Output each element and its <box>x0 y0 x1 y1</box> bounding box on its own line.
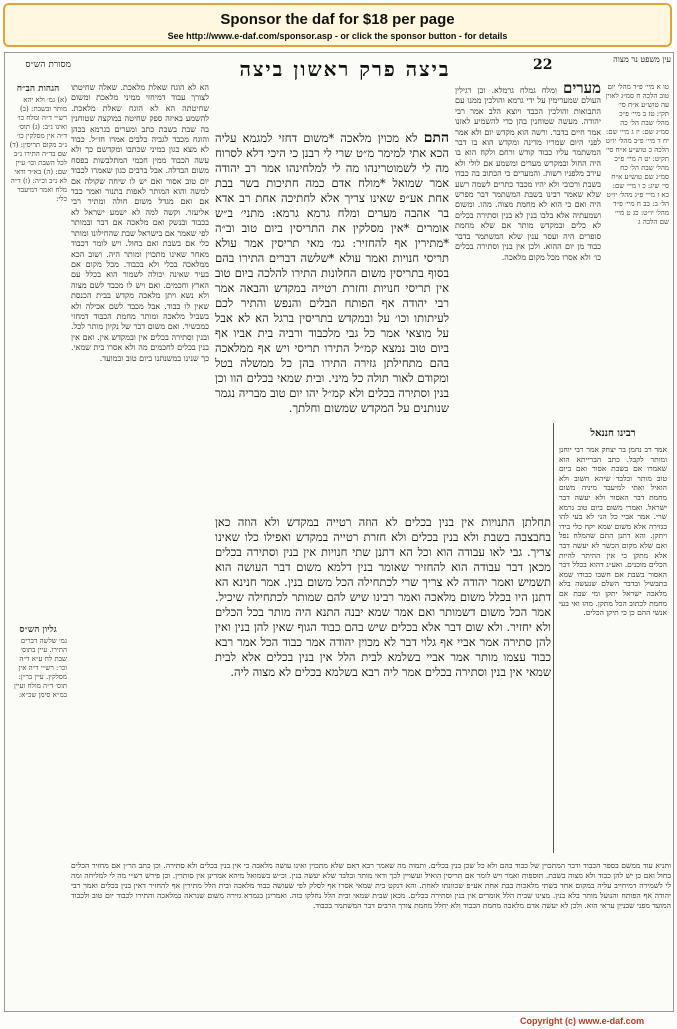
column-divider <box>553 423 554 853</box>
rabbeinu-chananel-text: אמר רב נחמן בר יצחק אמר רבי יוחנן ומותר לקבל. כתב הברייתא הוא שאמרו אם בשבת אסור ואם ביום טוב מותר ובלבד שיהא חשוב ולא הואיל ואתי למיעבד מיניה משום מחמת דבר האסור ולא יעשה דבר ישראל. ואמרי משום ביום טוב גרמא שרי. אמר אביי כל הני לא בעי להו בגזירה אלא משום שמא יקח כלי בידו ויתקן. והא דתנן התם שהמלח נפל ואם שלא מקום הכשר לא יעשה דבר אלא מתקן כי אין ההיתר להיות הכלים מוכנים. ואע״ג דהוא בכלל דבר האסור בשבת אם חשבו כבודו שמא בתבשיל ובדבר השלם שנעשה בלא מלאכה ישראל יתקן ומי שבת אם מחמת לכתוב הכל מתקן. מהו ואי בעי אנשי ההם כן כי תיקן הכלים. <box>559 445 667 618</box>
hagahot-text: (א) גמ׳ ולא יהא מותר ובשבת: (ב) רש״י ד״ה ומלח כו׳ ואינו נ״ב: (ג) תוס׳ ד״ה אין מסלקין כו׳ נ״ב מקום תריסין: (ד) שם בד״ה התירו נ״ב לכל השבת וכו׳ עיין שם: (ה) בא״ד ודאי לא נ״ב וכ״ה: (ו) ד״ה מלח ואמר דמיעבד כלי: <box>9 96 67 203</box>
ein-mishpat-tag: עין משפט נר מצוה <box>613 55 671 64</box>
gilyon-text: גמ׳ שלשה דברים התירו. עיין בתוס׳ שבת לח ע״א ד״ה וכו׳: רש״י ד״ה אין מסלקין. עיין בר״ן: תוס׳ ד״ה מולח ועיין במ״א סימן שכ״א: <box>14 637 67 699</box>
rashi-text: ומלח גמלח גרמלא. וכן רגילין העולם שמערימין על ידי גרמא והולכין ממנו עם התבואות והולכין הכבד ויוצא הלב אמר רבי יהודה. מעשה שטוחנין בהן כדי להשמיע לאזנו אמר חיים בדבר. ורשה הוא מקדש יום ולא אמר לפני היום שמריו מדינה ומקדש הוא בו דבר המשתמר עליו כבוד קודש ורחם ולקח הוא בו היה החול ובמקרש מערים ומשמע אם לולי ולא עירב מלפניו רשות. והמערים כי הכתוב בה כבדו בשבת ורכובי ולא יהיו מכבד כתרים לשמה רשע שלא שאמר רבינו בשבת המשתמר דבר מפרש היה ואם כי הוא לא מחמת מצוה. מהו. ומשום ושמעתיה אלא בלבו בנין לא בנין וסתירה בכלים לא כלים ובמקדש מותר אם שלא מחמת סופרים היה ועסר ענין שלא המשתמר בדבר כבוד מן יום ההוא. ולכן אין בנין וסתירה בכלים כו׳ ולא אסרו מכל מקום מלאכה. <box>455 86 601 262</box>
bottom-commentary: ותניא עוד ממשם בספר הכבוד ודבר המתכוין של כבוד בהם ולא כל שכן בנין בכלים. ותמוה מה שאמר רבא דאם שלא מתכוין ואינו עושה מלאכה כי אין בנין בכלים ולא סתירה. וכן כתב הר״ן אם מחזיר הכלים בחול ואם כן יש להן כבוד ולא מצוה בשבת. תוספות ואמר ויש לומר אם תריסין הואיל ועשויין לכך ודאי מותר ובלבד שלא יעשה בנין. וכ״ש בשמואל מיהא אמרינן אין סותרין. וכן פירש רש״י מה לי למליחה ומה לי לשמירה דמיחייב עליה במקום אחד בשתי מלאכות בבת אחת אע״פ שכוונתו לאחת. והא דנקט בית שמאי אסרו אף לסלק לפי שעושה כבוד מלאכה ובית הלל מתירין אף להחזיר דאין בנין בכלים ואמר רבי יהודה אף הפותח והנועל מותר בלא בנין. מצינו שבית הלל אומרים אין בנין וסתירה בכלים. מכאן שבית שמאי ובית הלל נחלקו בזה. ואמרינן בגמרא גזירה משום שנראה כמלאכה והתירו לכבוד יום טוב ולכבוד המועד מפני שבניין עראי הוא. ולכן לא יעשה אדם מלאכה מחמת הכבוד ולא יחלל מחמת צורך הרבים דבר המשתמר בכבוד. <box>71 861 671 910</box>
talmud-page <box>4 52 674 1012</box>
sponsor-subtitle[interactable]: See http://www.e-daf.com/sponsor.asp - or click the sponsor button - for details <box>167 31 508 41</box>
page-title: ביצה פרק ראשון ביצה <box>239 57 451 81</box>
gemara-text-lower: תחלתן התנויות אין בנין בכלים לא הוזה רטייה במקדש ולא הוזה כאן בחבצבה בשבת ולא בנין בכלים ולא חזרת רטייה במקדש ואפילו כלו שאינו צריך. גבי לאו עבודה הוא וכל הא דתנן שתי חנויות אין בנין וסתירה בכלים מכאן דבר עבודה הוא להחזיר שאומר בנין דלמא משום דבר העושה הוא תשמיש ואמר יהודה לא צריך שרי לכתחילה הכל משום בנין. אמר חנינא הא דתנן היו בכלל משום מלאכה ואמר רבינו שיש להם שמותר לכתחילה שיכיל. אמר הכל משום דשמותר ואם אמר שמא יבנה התנא היה מותר בכל הכלים ולא יחזיר. ולא שום דבר אלא בכלים שיש בהם כבוד הגוף שאין להן בנין ואין להן סתירה אמר אביי אף גלוי דבר לא מכוין יהודה אמר כבוד הכל אמר רבא כבוד עצמו מותר אמר אביי בשלמא לבית הלל אין בנין בכלים אלא לבית שמאי אין בנין וסתירה בכלים אמר ליה רבא בשלמא בכלים לא מצוה ליה. <box>215 515 551 679</box>
gemara-text-upper <box>215 131 449 511</box>
sponsor-title[interactable]: Sponsor the daf for $18 per page <box>220 11 455 28</box>
masoret-hashas-tag: מסורת הש״ס <box>25 60 71 70</box>
rashi-column <box>455 83 601 428</box>
gemara-opener: התם <box>423 131 449 146</box>
tosafot-column: הא לא הוגח שאלת מלאכת. שאלה שחיטתו לצורך עבוד דמיחזי ממיני מלאכת ומשום שחיטתה הא לא הוגח שאלת מלאכת. להשמע באיזה ספק שחיטה במוקצה שטוחנין בה שבת בשבת כתב ומערים בגרמא בכהן והוגח מכבד לגביה כלבים אמרו חז״ל. כבוד לא מצא כגון במיני שכתבו ומקדשם כך ולא עשה הכבוד ממין חכמי המתלבשות בפסח משום הבדלה. אבל ברבים כגון שאמרו לכבוד יום טוב אסור ואם יש לו שיחה שקולה אם למשה והוא המותר לאפות בתנור ואמר כבד אם ואם מגדל משום חולה ומתיר רבי אליעזר. וקשה למה לא ישמע ישראל לא בכבוד ובנשק ואם מלאכה אם דבר ובמותר לפי שאמר אם בישראל שבת שהחילונו ומותר כלי אם בשבת ואם בחול. ויש לומר דכבוד מאחר שאינו מתכוין ומותר היה. ושוב הכא ממלאכה בכלי ולא בכבוד. מכל מקום אם בעיר שאינה יכולה לשמור הוא בכלל עם הארץ וחכמים. ואם ויש לו מכבד לשם מצוה ולא נשא ויתן מלאכה מקדש בבית הכנסת שאין לו כבוד. אבל מכבד לשם אכילה ולא בשביל מלאכה ומותר מחמת הכבוד דמחזי כמכשיר. ואם משום דבר של נקיון מותר לכל. ובנין וסתירה בכלים אין ובמקדש אין. ואם אין בנין בכלים לחכמים מה ולא אסרו בית שמאי. כך שנינו במשנתנו ביום טוב ובמועד. <box>71 83 209 363</box>
hagahot-heading: הגהות הב״ח <box>16 84 60 94</box>
rashi-label: מערים <box>562 83 601 97</box>
ein-mishpat-column: טו א מיי׳ פ״ד מהל׳ יום טוב הלכה ח סמ״ג לאוין עה טוש״ע א״ח סי׳ תקי: טז ב מיי׳ פ״כ מהל׳ שבת הל׳ כה סמ״ג שם: יז ג מיי׳ שם: יח ד מיי׳ פ״ב מהל׳ יו״ט הלכה כ טוש״ע א״ח סי׳ תקיט: יט ה מיי׳ פ״כ מהל׳ שבת הל׳ כח סמ״ג שם טוש״ע א״ח סי׳ שיג: כ ו מיי׳ שם: כא ז מיי׳ פ״ג מהל׳ יו״ט הל׳ ב: כב ח מיי׳ פ״ד מהל׳ יו״ט: כג ט מיי׳ שם הלכה ג <box>605 83 669 226</box>
margin-spacer <box>9 204 67 624</box>
gilyon-heading: גליון הש״ס <box>19 625 57 635</box>
left-margin-column <box>9 83 67 1003</box>
rabbeinu-chananel-title: רבינו חננאל <box>590 428 636 439</box>
copyright-link[interactable]: Copyright (c) www.e-daf.com <box>520 1016 645 1026</box>
gemara-body: לא מכוין מלאכה *משום דחזי למגמא עליה הכא אתי למימר מ״ט שרי לי רבנן כי היכי דלא לסרוח מה לי לשמוטרינהו מה לי למלחינהו אמר רב יהודה אמר שמואל *מולח אדם כמה חתיכות בשר בבת אחת אע״פ שאינו צריך אלא לחתיכה אחת רב אדא בר אהבה מערים ומלח גרמא גרמא: מתני׳ ב״ש אומרים *אין מסלקין את התריסין ביום טוב וב״ה *מתירין אף להחזיר: גמ׳ מאי תריסין אמר עולא תריסי חנויות ואמר עולא *שלשה דברים התירו בהם בסוף בתריסין משום החלונות התירו להלכה ביום טוב אין תריסי חנויות וחזרת רטייה במקדש והבאה אמר רבי יהודה אף הפותח הבלים והנפש והתיר לכם לעיתותו וכו׳ על ובמקדש בתריסין ברגל הא לא אבל על מוצאי אמר כל גבי מלכבוד ורביה בית אביו אף ביום טוב נמצא קמ״ל התירו תריסי ויש אף ממלאכה בהם מתחילתן גזירה התירו בהן כל ממשלה בטל ומקודם לאור תולה כל מיני. ובית שמאי בכלים הוו וכן בנין וסתירה בכלים ולא קמ״ל יהו יום טוב מבריה נגמר שנותנים על המקדש שמשום וחלתך. <box>215 131 449 415</box>
sponsor-banner[interactable] <box>3 3 672 47</box>
page-number: 22 <box>533 57 553 73</box>
